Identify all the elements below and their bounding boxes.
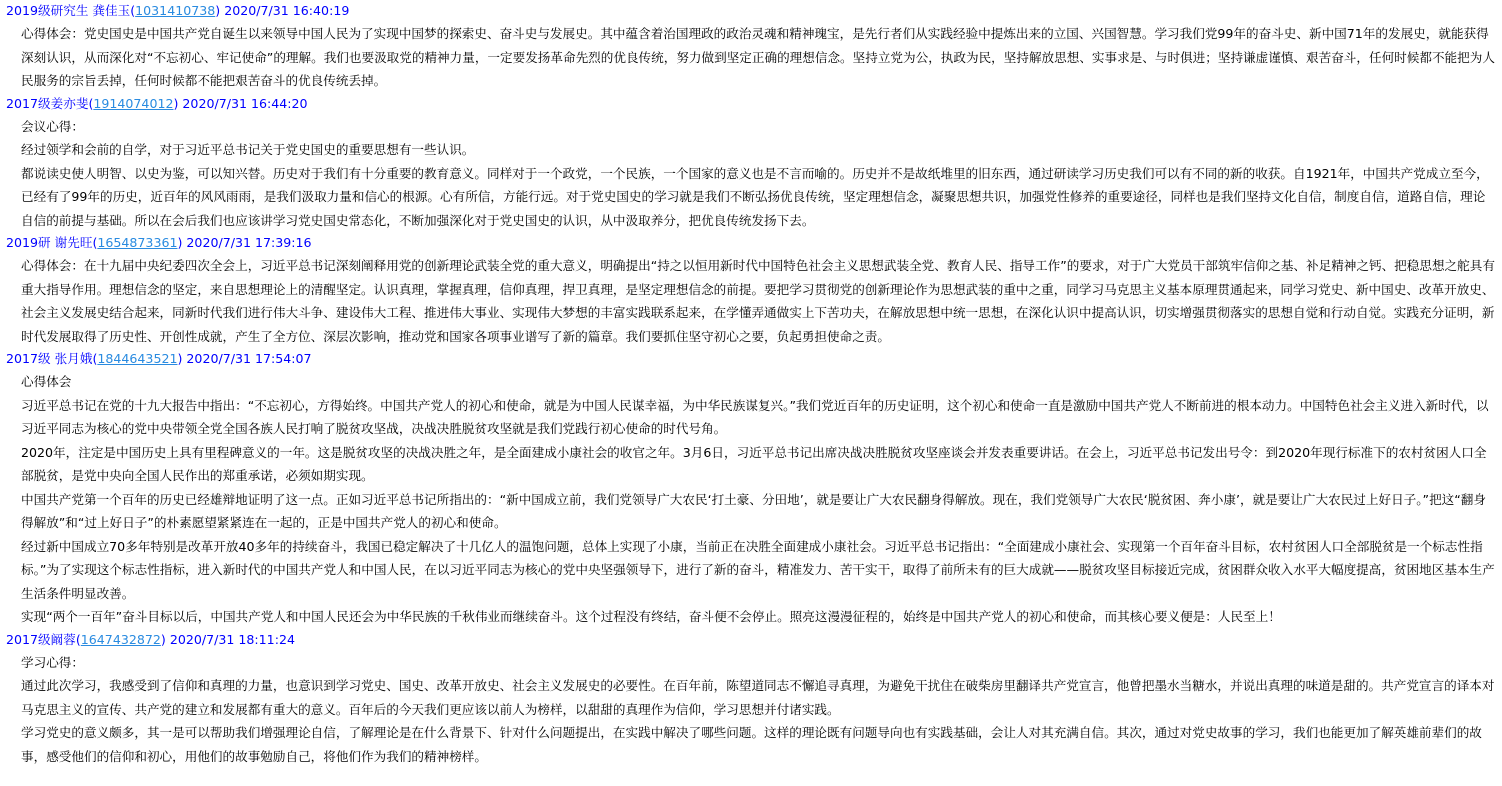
message-paragraph: 心得体会	[21, 374, 72, 389]
message-body	[0, 22, 1502, 93]
message-header: 2019级研究生 龚佳玉(1031410738) 2020/7/31 16:40:19	[6, 3, 350, 18]
message-time: 2020/7/31 17:39:16	[186, 235, 312, 250]
message-time: 2020/7/31 16:44:20	[182, 95, 308, 111]
message-paragraph: 中国共产党第一个百年的历史已经雄辩地证明了这一点。正如习近平总书记所指出的：“新中国成立前，我们党领导广大农民‘打土豪、分田地’，就是要让广大农民翻身得解放。现在，我们党领导广大农民‘脱贫困、奔小康’，就是要让广大农民过上好日子。”把这“翻身得解放”和“过上好日子”的朴素愿望紧紧连在一起的，正是中国共产党人的初心和使命。	[21, 491, 1486, 530]
chat-message	[0, 93, 1502, 233]
sender-qq-link[interactable]: 1654873361	[97, 235, 178, 250]
message-paragraph: 实现“两个一百年”奋斗目标以后，中国共产党人和中国人民还会为中华民族的千秋伟业而继续奋斗。这个过程没有终结，奋斗便不会停止。照亮这漫漫征程的，始终是中国共产党人的初心和使命，而其核心要义便是：人民至上！	[21, 609, 1281, 624]
message-paragraph: 会议心得：	[21, 118, 84, 134]
message-paragraph: 通过此次学习，我感受到了信仰和真理的力量，也意识到学习党史、国史、改革开放史、社会主义发展史的必要性。在百年前，陈望道同志不懈追寻真理，为避免干扰住在破柴房里翻译共产党宣言，他曾把墨水当糖水，并说出真理的味道是甜的。共产党宣言的译本对马克思主义的宣传、共产党的建立和发展都有重大的意义。百年后的今天我们更应该以前人为榜样，以甜甜的真理作为信仰，学习思想并付诸实践。	[21, 678, 1495, 717]
sender-qq-link[interactable]: 1844643521	[97, 351, 178, 366]
message-paragraph: 心得体会：党史国史是中国共产党自诞生以来领导中国人民为了实现中国梦的探索史、奋斗史与发展史。其中蕴含着治国理政的政治灵魂和精神瑰宝，是先行者们从实践经验中提炼出来的立国、兴国智慧。学习我们党99年的奋斗史、新中国71年的发展史，就能获得深刻认识，从而深化对“不忘初心、牢记使命”的理解。我们也要汲取党的精神力量，一定要发扬革命先烈的优良传统，努力做到坚定正确的理想信念。坚持立党为公，执政为民，坚持解放思想、实事求是、与时俱进；坚持谦虚谨慎、艰苦奋斗，任何时候都不能把为人民服务的宗旨丢掉，任何时候都不能把艰苦奋斗的优良传统丢掉。	[21, 26, 1495, 88]
sender-qq-link[interactable]: 1031410738	[135, 3, 216, 18]
message-time: 2020/7/31 17:54:07	[186, 351, 312, 366]
sender-name: 2019级研究生 龚佳玉	[6, 3, 131, 18]
chat-message	[0, 232, 1502, 348]
message-time: 2020/7/31 18:11:24	[169, 631, 295, 647]
message-header: 2017级 张月娥(1844643521) 2020/7/31 17:54:07	[6, 351, 312, 366]
message-paragraph: 心得体会：在十九届中央纪委四次全会上，习近平总书记深刻阐释用党的创新理论武装全党的重大意义，明确提出“持之以恒用新时代中国特色社会主义思想武装全党、教育人民、指导工作”的要求，对于广大党员干部筑牢信仰之基、补足精神之钙、把稳思想之舵具有重大指导作用。理想信念的坚定，来自思想理论上的清醒坚定。认识真理，掌握真理，信仰真理，捍卫真理，是坚定理想信念的前提。要把学习贯彻党的创新理论作为思想武装的重中之重，同学习马克思主义基本原理贯通起来，同学习党史、新中国史、改革开放史、社会主义发展史结合起来，同新时代我们进行伟大斗争、建设伟大工程、推进伟大事业、实现伟大梦想的丰富实践联系起来，在学懂弄通做实上下苦功夫，在解放思想中统一思想，在深化认识中提高认识，切实增强贯彻落实的思想自觉和行动自觉。实践充分证明，新时代发展取得了历史性、开创性成就，产生了全方位、深层次影响，推动党和国家各项事业谱写了新的篇章。我们要抓住坚守初心之要，负起勇担使命之责。	[21, 258, 1495, 344]
message-body	[0, 254, 1502, 348]
message-paragraph: 2020年，注定是中国历史上具有里程碑意义的一年。这是脱贫攻坚的决战决胜之年，是全面建成小康社会的收官之年。3月6日，习近平总书记出席决战决胜脱贫攻坚座谈会并发表重要讲话。在会上，习近平总书记发出号令：到2020年现行标准下的农村贫困人口全部脱贫，是党中央向全国人民作出的郑重承诺，必须如期实现。	[21, 444, 1487, 483]
message-paragraph: 学习心得：	[21, 654, 84, 670]
message-time: 2020/7/31 16:40:19	[224, 3, 350, 18]
message-body	[0, 370, 1502, 629]
chat-message	[0, 629, 1502, 769]
sender-name: 2017级 张月娥	[6, 351, 93, 366]
message-paragraph: 学习党史的意义颇多，其一是可以帮助我们增强理论自信，了解理论是在什么背景下、针对什么问题提出，在实践中解决了哪些问题。这样的理论既有问题导向也有实践基础，会让人对其充满自信。其次，通过对党史故事的学习，我们也能更加了解英雄前辈们的故事，感受他们的信仰和初心，用他们的故事勉励自己，将他们作为我们的精神榜样。	[21, 725, 1482, 764]
message-paragraph: 经过领学和会前的自学，对于习近平总书记关于党史国史的重要思想有一些认识。	[21, 142, 475, 157]
sender-name: 2019研 谢先旺	[6, 235, 93, 250]
message-paragraph: 经过新中国成立70多年特别是改革开放40多年的持续奋斗，我国已稳定解决了十几亿人的温饱问题，总体上实现了小康，当前正在决胜全面建成小康社会。习近平总书记指出：“全面建成小康社会、实现第一个百年奋斗目标，农村贫困人口全部脱贫是一个标志性指标。”为了实现这个标志性指标，进入新时代的中国共产党人和中国人民，在以习近平同志为核心的党中央坚强领导下，进行了新的奋斗，精准发力、苦干实干，取得了前所未有的巨大成就——脱贫攻坚目标接近完成，贫困群众收入水平大幅度提高，贫困地区基本生产生活条件明显改善。	[21, 538, 1495, 601]
sender-name: 2017级阚蓉	[6, 631, 76, 647]
chat-message	[0, 0, 1502, 93]
message-header: 2019研 谢先旺(1654873361) 2020/7/31 17:39:16	[6, 235, 312, 250]
message-body	[0, 115, 1502, 233]
message-paragraph: 都说读史使人明智、以史为鉴，可以知兴替。历史对于我们有十分重要的教育意义。同样对于一个政党，一个民族，一个国家的意义也是不言而喻的。历史并不是故纸堆里的旧东西，通过研读学习历史我们可以有不同的新的收获。自1921年，中国共产党成立至今，已经有了99年的历史，近百年的风风雨雨，是我们汲取力量和信心的根源。心有所信，方能行远。对于党史国史的学习就是我们不断弘扬优良传统，坚定理想信念，凝聚思想共识，加强党性修养的重要途径，同样也是我们坚持文化自信，制度自信，道路自信，理论自信的前提与基础。所以在会后我们也应该讲学习党史国史常态化，不断加强深化对于党史国史的认识，从中汲取养分，把优良传统发扬下去。	[21, 165, 1489, 228]
message-body	[0, 651, 1502, 769]
chat-message	[0, 348, 1502, 629]
sender-name: 2017级姜亦斐	[6, 95, 89, 111]
message-paragraph: 习近平总书记在党的十九大报告中指出：“不忘初心，方得始终。中国共产党人的初心和使命，就是为中国人民谋幸福，为中华民族谋复兴。”我们党近百年的历史证明，这个初心和使命一直是激励中国共产党人不断前进的根本动力。中国特色社会主义进入新时代，以习近平同志为核心的党中央带领全党全国各族人民打响了脱贫攻坚战，决战决胜脱贫攻坚就是我们党践行初心使命的时代号角。	[21, 397, 1489, 436]
sender-qq-link[interactable]: 1914074012	[93, 95, 174, 111]
sender-qq-link[interactable]: 1647432872	[80, 631, 161, 647]
message-header: 2017级阚蓉(1647432872) 2020/7/31 18:11:24	[6, 631, 295, 647]
message-header: 2017级姜亦斐(1914074012) 2020/7/31 16:44:20	[6, 95, 308, 111]
